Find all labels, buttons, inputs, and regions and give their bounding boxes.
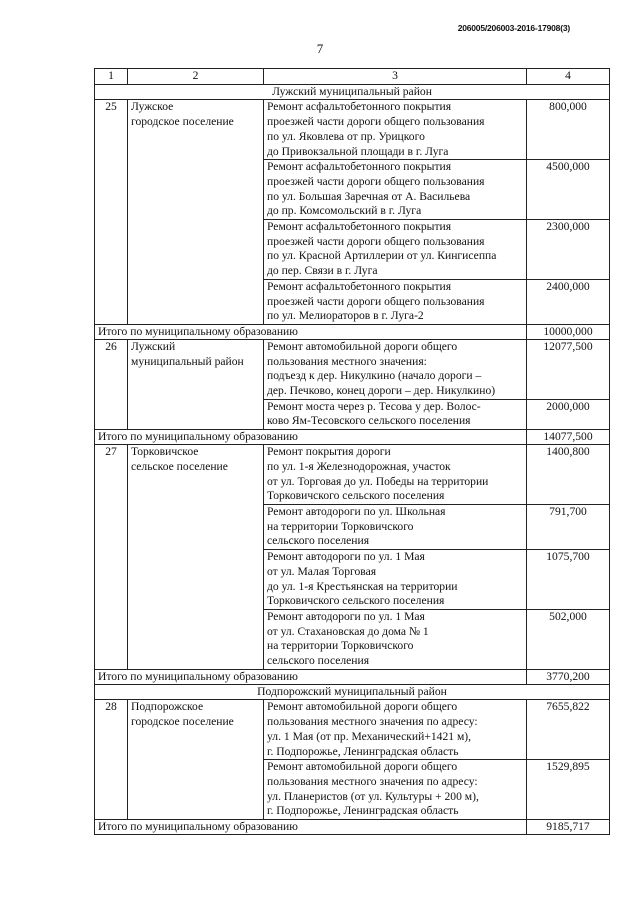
work-amount: 4500,000 xyxy=(527,160,610,220)
municipality-name: Торковичское сельское поселение xyxy=(128,445,264,670)
table-row xyxy=(95,700,610,760)
municipality-name: Лужский муниципальный район xyxy=(128,339,264,429)
total-amount: 14077,500 xyxy=(527,430,610,445)
work-description: Ремонт автомобильной дороги общего пользования местного значения по адресу: ул. 1 Мая (от пр. Механический+1421 м), г. Подпорожье, Ленинградская область xyxy=(264,700,527,760)
row-number: 25 xyxy=(95,100,128,325)
work-amount: 7655,822 xyxy=(527,700,610,760)
work-description: Ремонт автодороги по ул. Школьная на территории Торковичского сельского поселения xyxy=(264,504,527,549)
work-amount: 2000,000 xyxy=(527,399,610,429)
work-description: Ремонт асфальтобетонного покрытия проезжей части дороги общего пользования по ул. Красной Артиллерии от ул. Кингисеппа до пер. Связи в г. Луга xyxy=(264,220,527,280)
table-body xyxy=(95,69,610,835)
table-row xyxy=(95,100,610,160)
total-row xyxy=(95,324,610,339)
header-cell: 1 xyxy=(95,69,128,85)
region-name: Лужский муниципальный район xyxy=(95,84,610,100)
work-description: Ремонт автомобильной дороги общего пользования местного значения по адресу: ул. Планеристов (от ул. Культуры + 200 м), г. Подпорожье, Ленинградская область xyxy=(264,760,527,820)
document-code: 206005/206003-2016-17908(3) xyxy=(457,23,570,33)
region-name: Подпорожский муниципальный район xyxy=(95,684,610,700)
header-cell: 4 xyxy=(527,69,610,85)
total-label: Итого по муниципальному образованию xyxy=(95,324,527,339)
table-row xyxy=(95,445,610,505)
table-row xyxy=(95,339,610,399)
work-description: Ремонт асфальтобетонного покрытия проезжей части дороги общего пользования по ул. Большая Заречная от А. Васильева до пр. Комсомольский в г. Луга xyxy=(264,160,527,220)
row-number: 26 xyxy=(95,339,128,429)
header-cell: 3 xyxy=(264,69,527,85)
work-amount: 2300,000 xyxy=(527,220,610,280)
total-row xyxy=(95,430,610,445)
work-amount: 800,000 xyxy=(527,100,610,160)
work-amount: 1400,800 xyxy=(527,445,610,505)
work-description: Ремонт покрытия дороги по ул. 1-я Железнодорожная, участок от ул. Торговая до ул. Победы на территории Торковичского сельского поселения xyxy=(264,445,527,505)
total-amount: 3770,200 xyxy=(527,669,610,684)
work-description: Ремонт моста через р. Тесова у дер. Волос- ково Ям-Тесовского сельского поселения xyxy=(264,399,527,429)
municipality-name: Подпорожское городское поселение xyxy=(128,700,264,820)
work-description: Ремонт асфальтобетонного покрытия проезжей части дороги общего пользования по ул. Мелиораторов в г. Луга-2 xyxy=(264,279,527,324)
work-description: Ремонт автодороги по ул. 1 Мая от ул. Стахановская до дома № 1 на территории Торковичского сельского поселения xyxy=(264,609,527,669)
work-amount: 502,000 xyxy=(527,609,610,669)
total-amount: 9185,717 xyxy=(527,820,610,835)
municipality-name: Лужское городское поселение xyxy=(128,100,264,325)
work-amount: 2400,000 xyxy=(527,279,610,324)
work-description: Ремонт асфальтобетонного покрытия проезжей части дороги общего пользования по ул. Яковлева от пр. Урицкого до Привокзальной площади в г. Луга xyxy=(264,100,527,160)
work-description: Ремонт автодороги по ул. 1 Мая от ул. Малая Торговая до ул. 1-я Крестьянская на территории Торковичского сельского поселения xyxy=(264,550,527,610)
total-label: Итого по муниципальному образованию xyxy=(95,430,527,445)
total-row xyxy=(95,820,610,835)
total-label: Итого по муниципальному образованию xyxy=(95,669,527,684)
work-amount: 1075,700 xyxy=(527,550,610,610)
header-row xyxy=(95,69,610,85)
total-amount: 10000,000 xyxy=(527,324,610,339)
row-number: 27 xyxy=(95,445,128,670)
road-repair-table xyxy=(94,68,610,835)
work-amount: 791,700 xyxy=(527,504,610,549)
work-amount: 1529,895 xyxy=(527,760,610,820)
region-row xyxy=(95,84,610,100)
page-number: 7 xyxy=(316,41,324,56)
total-label: Итого по муниципальному образованию xyxy=(95,820,527,835)
region-row xyxy=(95,684,610,700)
row-number: 28 xyxy=(95,700,128,820)
total-row xyxy=(95,669,610,684)
work-amount: 12077,500 xyxy=(527,339,610,399)
work-description: Ремонт автомобильной дороги общего пользования местного значения: подъезд к дер. Никулкино (начало дороги – дер. Печково, конец дороги – дер. Никулкино) xyxy=(264,339,527,399)
header-cell: 2 xyxy=(128,69,264,85)
